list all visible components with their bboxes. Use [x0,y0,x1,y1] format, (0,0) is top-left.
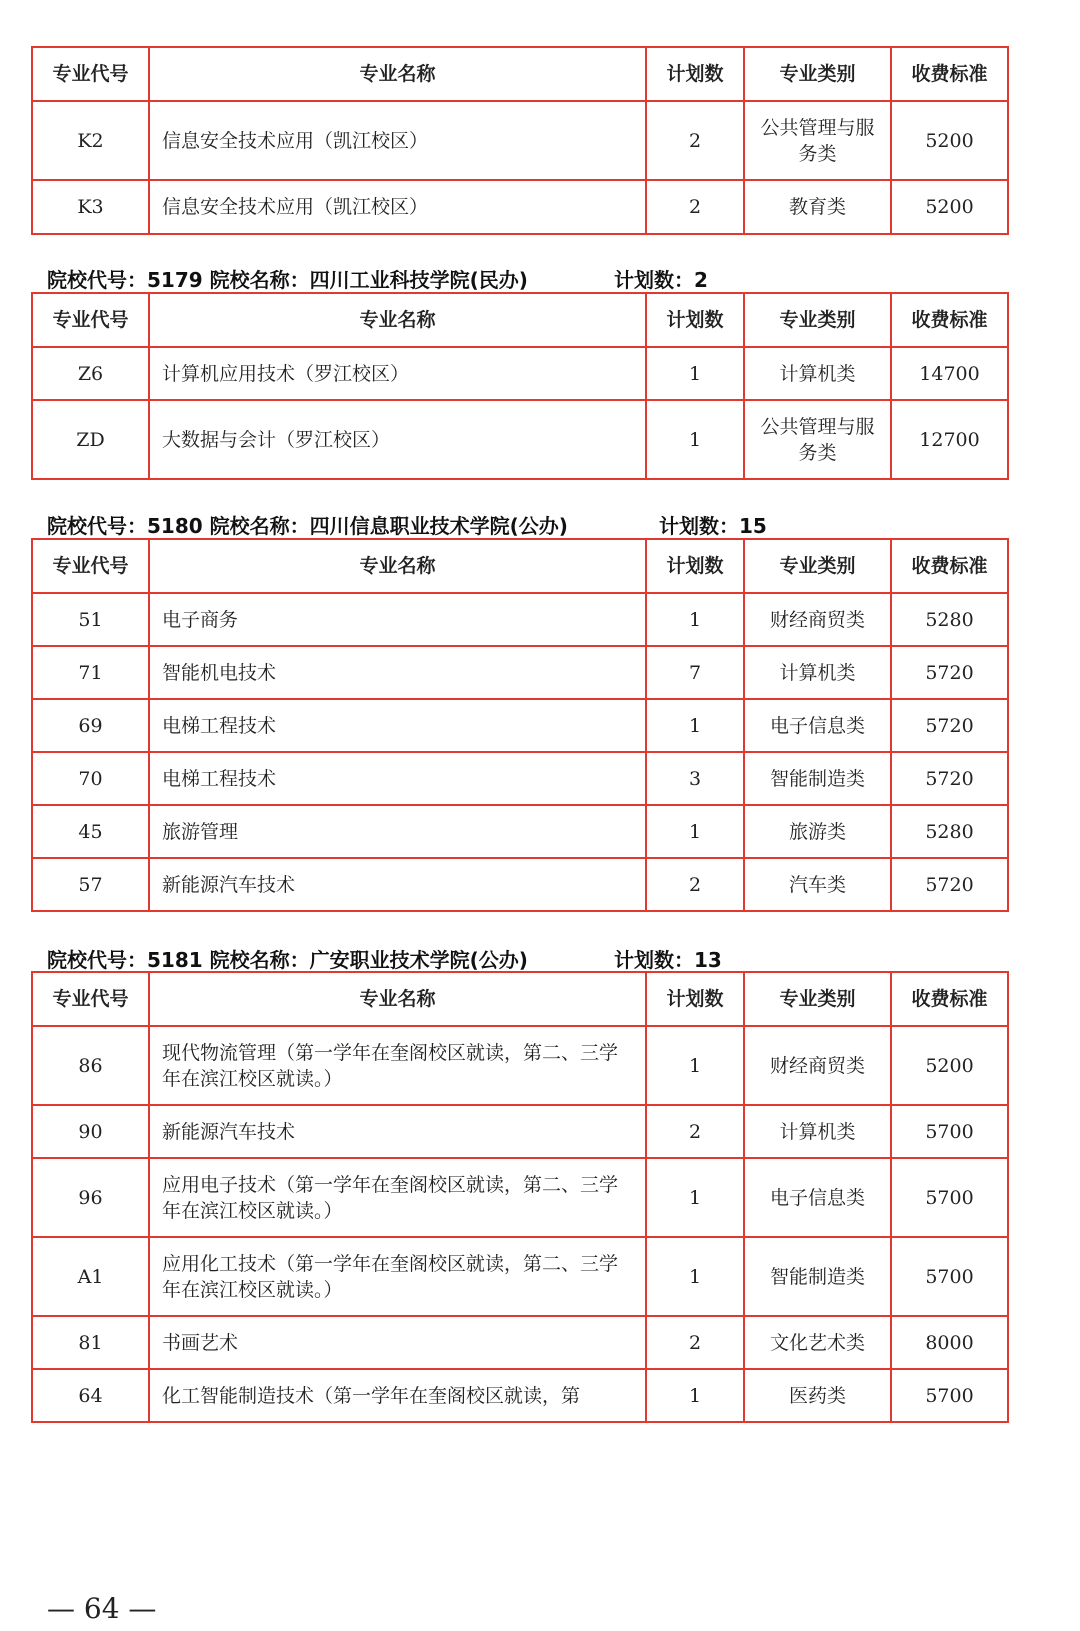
header-plan: 计划数 [646,293,744,347]
school-info: 院校代号：5179 院校名称：四川工业科技学院(民办) [47,268,528,292]
major-code: K2 [32,101,149,180]
plan-count: 1 [646,1369,744,1422]
major-category: 电子信息类 [744,699,891,752]
major-code: 64 [32,1369,149,1422]
table-row [32,400,1008,479]
table-header-row [32,293,1008,347]
major-code: 51 [32,593,149,646]
major-category: 文化艺术类 [744,1316,891,1369]
table-row [32,1026,1008,1105]
major-code: 45 [32,805,149,858]
plan-count: 1 [646,1237,744,1316]
major-name: 应用电子技术（第一学年在奎阁校区就读，第二、三学年在滨江校区就读。） [149,1158,646,1237]
major-category: 公共管理与服务类 [744,400,891,479]
fee: 5280 [891,805,1008,858]
major-code: 71 [32,646,149,699]
admission-table-5179 [31,292,1009,480]
fee: 5700 [891,1237,1008,1316]
table-row [32,752,1008,805]
major-name: 现代物流管理（第一学年在奎阁校区就读，第二、三学年在滨江校区就读。） [149,1026,646,1105]
header-code: 专业代号 [32,972,149,1026]
fee: 5200 [891,101,1008,180]
school-plan-total: 计划数：15 [659,514,767,538]
school-heading [47,944,722,973]
table-header-row [32,47,1008,101]
table-row [32,593,1008,646]
major-category: 电子信息类 [744,1158,891,1237]
header-name: 专业名称 [149,293,646,347]
table-row [32,1316,1008,1369]
major-name: 旅游管理 [149,805,646,858]
fee: 5720 [891,699,1008,752]
plan-count: 1 [646,400,744,479]
admission-table-continued [31,46,1009,235]
major-category: 计算机类 [744,646,891,699]
major-name: 应用化工技术（第一学年在奎阁校区就读，第二、三学年在滨江校区就读。） [149,1237,646,1316]
plan-count: 1 [646,593,744,646]
table-row [32,1237,1008,1316]
admission-table-5181 [31,971,1009,1423]
major-code: 81 [32,1316,149,1369]
header-plan: 计划数 [646,47,744,101]
plan-count: 1 [646,347,744,400]
header-category: 专业类别 [744,47,891,101]
fee: 14700 [891,347,1008,400]
page-number: — 64 — [47,1592,157,1625]
plan-count: 2 [646,1105,744,1158]
header-code: 专业代号 [32,293,149,347]
plan-count: 1 [646,805,744,858]
header-fee: 收费标准 [891,293,1008,347]
major-code: K3 [32,180,149,234]
table-row [32,858,1008,911]
header-name: 专业名称 [149,47,646,101]
plan-count: 2 [646,180,744,234]
major-name: 信息安全技术应用（凯江校区） [149,101,646,180]
major-code: ZD [32,400,149,479]
header-category: 专业类别 [744,539,891,593]
major-code: 57 [32,858,149,911]
major-name: 信息安全技术应用（凯江校区） [149,180,646,234]
major-category: 智能制造类 [744,1237,891,1316]
table-row [32,347,1008,400]
header-code: 专业代号 [32,47,149,101]
major-category: 汽车类 [744,858,891,911]
major-category: 计算机类 [744,1105,891,1158]
fee: 5200 [891,180,1008,234]
major-name: 大数据与会计（罗江校区） [149,400,646,479]
table-row [32,699,1008,752]
school-heading [47,510,767,539]
major-category: 教育类 [744,180,891,234]
fee: 5720 [891,858,1008,911]
school-info: 院校代号：5180 院校名称：四川信息职业技术学院(公办) [47,514,568,538]
header-plan: 计划数 [646,972,744,1026]
header-category: 专业类别 [744,972,891,1026]
major-category: 公共管理与服务类 [744,101,891,180]
plan-count: 1 [646,699,744,752]
fee: 5720 [891,752,1008,805]
plan-count: 2 [646,101,744,180]
major-category: 计算机类 [744,347,891,400]
plan-count: 1 [646,1026,744,1105]
fee: 5700 [891,1158,1008,1237]
major-code: 90 [32,1105,149,1158]
major-name: 计算机应用技术（罗江校区） [149,347,646,400]
plan-count: 2 [646,1316,744,1369]
header-fee: 收费标准 [891,972,1008,1026]
major-name: 智能机电技术 [149,646,646,699]
header-name: 专业名称 [149,972,646,1026]
table-row [32,180,1008,234]
school-info: 院校代号：5181 院校名称：广安职业技术学院(公办) [47,948,528,972]
major-code: 96 [32,1158,149,1237]
header-fee: 收费标准 [891,539,1008,593]
plan-count: 7 [646,646,744,699]
header-category: 专业类别 [744,293,891,347]
major-name: 新能源汽车技术 [149,858,646,911]
fee: 5200 [891,1026,1008,1105]
table-row [32,805,1008,858]
fee: 5280 [891,593,1008,646]
fee: 5700 [891,1105,1008,1158]
table-row [32,1369,1008,1422]
major-category: 财经商贸类 [744,593,891,646]
header-plan: 计划数 [646,539,744,593]
major-name: 书画艺术 [149,1316,646,1369]
major-name: 化工智能制造技术（第一学年在奎阁校区就读，第 [149,1369,646,1422]
plan-count: 2 [646,858,744,911]
major-name: 电子商务 [149,593,646,646]
major-name: 电梯工程技术 [149,752,646,805]
major-category: 智能制造类 [744,752,891,805]
major-category: 财经商贸类 [744,1026,891,1105]
header-code: 专业代号 [32,539,149,593]
fee: 12700 [891,400,1008,479]
table-row [32,1158,1008,1237]
fee: 5700 [891,1369,1008,1422]
school-heading [47,264,708,293]
plan-count: 1 [646,1158,744,1237]
table-row [32,1105,1008,1158]
plan-count: 3 [646,752,744,805]
major-code: 69 [32,699,149,752]
table-header-row [32,539,1008,593]
fee: 5720 [891,646,1008,699]
major-code: 70 [32,752,149,805]
fee: 8000 [891,1316,1008,1369]
admission-table-5180 [31,538,1009,912]
major-name: 电梯工程技术 [149,699,646,752]
major-code: Z6 [32,347,149,400]
table-row [32,646,1008,699]
table-header-row [32,972,1008,1026]
school-plan-total: 计划数：13 [614,948,722,972]
major-code: A1 [32,1237,149,1316]
major-code: 86 [32,1026,149,1105]
major-category: 旅游类 [744,805,891,858]
school-plan-total: 计划数：2 [614,268,708,292]
header-name: 专业名称 [149,539,646,593]
major-category: 医药类 [744,1369,891,1422]
major-name: 新能源汽车技术 [149,1105,646,1158]
table-row [32,101,1008,180]
header-fee: 收费标准 [891,47,1008,101]
